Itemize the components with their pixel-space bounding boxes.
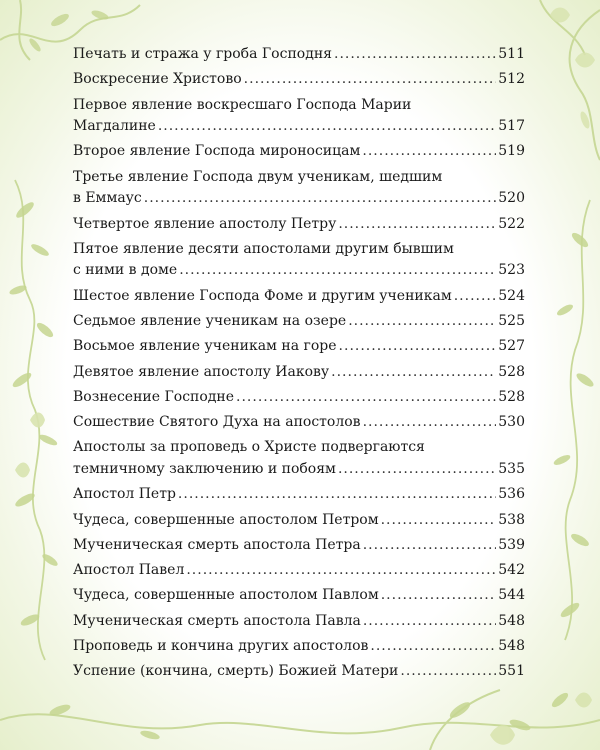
toc-entry[interactable] [73,167,525,210]
toc-entry-title: в Еммаус [73,190,142,207]
toc-entry[interactable] [73,510,525,532]
toc-entry-line [73,611,525,633]
toc-entry-line [73,484,525,506]
dot-leader [331,362,496,384]
toc-entry[interactable] [73,239,525,282]
dot-leader [348,311,496,333]
toc-entry-title: Апостолы за проповедь о Христе подвергаются [73,439,425,456]
buds-left [15,413,45,478]
dot-leader [370,636,496,658]
toc-entry-line [73,44,525,66]
toc-entry-title: Второе явление Господа мироносицам [73,143,361,160]
dot-leader [454,286,497,308]
toc-entry-line [73,510,525,532]
toc-entry[interactable] [73,585,525,607]
toc-entry[interactable] [73,535,525,557]
toc-entry-title: Мученическая смерть апостола Павла [73,612,361,629]
leaves-left [8,200,59,628]
toc-entry-page-number: 520 [498,190,525,207]
toc-entry-page-number: 535 [498,461,525,478]
toc-entry[interactable] [73,560,525,582]
toc-entry-line [73,560,525,582]
toc-entry-page-number: 512 [498,71,525,88]
toc-entry[interactable] [73,311,525,333]
toc-entry[interactable] [73,437,525,480]
dot-leader [338,459,496,481]
toc-entry-line [73,69,525,91]
toc-entry-title: Мученическая смерть апостола Петра [73,536,361,553]
dot-leader [158,116,496,138]
toc-entry[interactable] [73,484,525,506]
dot-leader [338,214,496,236]
toc-entry-page-number: 519 [498,143,525,160]
dot-leader [144,188,497,210]
toc-entry-title: Апостол Павел [73,562,185,579]
toc-entry-page-number: 525 [498,313,525,330]
toc-entry-title: Магдалине [73,118,156,135]
toc-entry-page-number: 517 [498,118,525,135]
toc-entry[interactable] [73,69,525,91]
dot-leader [363,412,497,434]
toc-entry[interactable] [73,387,525,409]
toc-entry-line [73,636,525,658]
flower-top-right [550,8,595,130]
toc-entry-line [73,362,525,384]
dot-leader [334,44,496,66]
toc-entry[interactable] [73,286,525,308]
dot-leader [179,260,496,282]
toc-entry-title: с ними в доме [73,262,178,279]
dot-leader [400,661,496,683]
toc-entry-page-number: 523 [498,262,525,279]
toc-entry-page-number: 536 [498,486,525,503]
toc-entry-title: Успение (кончина, смерть) Божией Матери [73,663,399,680]
toc-entry-line [73,661,525,683]
toc-entry-line [73,116,525,138]
toc-entry-line [73,437,525,459]
toc-entry[interactable] [73,95,525,138]
toc-entry[interactable] [73,336,525,358]
toc-entry[interactable] [73,611,525,633]
dot-leader [236,387,496,409]
toc-entry-title: Шестое явление Господа Фоме и другим ученикам [73,287,452,304]
toc-entry-title: Чудеса, совершенные апостолом Петром [73,511,379,528]
toc-entry-title: Печать и стража у гроба Господня [73,46,332,62]
toc-entry-title: Сошествие Святого Духа на апостолов [73,414,361,431]
toc-entry-page-number: 524 [498,287,525,304]
toc-entry-page-number: 538 [498,511,525,528]
toc-entry-line [73,387,525,409]
toc-entry-page-number: 528 [498,363,525,380]
vine-top-right [540,0,600,160]
toc-entry-line [73,336,525,358]
toc-entry-title: Восьмое явление ученикам на горе [73,338,337,355]
toc-entry-page-number: 548 [498,638,525,654]
dot-leader [178,484,496,506]
toc-entry-line [73,459,525,481]
dot-leader [339,336,497,358]
dot-leader [363,535,497,557]
toc-entry-line [73,311,525,333]
toc-entry-page-number: 542 [498,562,525,579]
toc-entry[interactable] [73,44,525,66]
toc-entry-line [73,141,525,163]
toc-entry-title: Вознесение Господне [73,388,235,405]
toc-entry[interactable] [73,412,525,434]
toc-entry-title: Чудеса, совершенные апостолом Павлом [73,587,379,604]
toc-entry-title: Первое явление воскресшаго Господа Марии [73,96,412,113]
toc-entry-title: Проповедь и кончина других апостолов [73,638,369,654]
toc-entry[interactable] [73,661,525,683]
toc-entry-title: Девятое явление апостолу Иакову [73,363,330,380]
toc-entry-title: Пятое явление десяти апостолами другим бывшим [73,240,454,257]
toc-entry-title: темничному заключению и побоям [73,461,336,478]
toc-entry-page-number: 551 [498,663,525,680]
toc-entry-line [73,260,525,282]
toc-entry[interactable] [73,141,525,163]
toc-entry-line [73,239,525,261]
dot-leader [362,141,496,163]
toc-entry-page-number: 548 [498,612,525,629]
dot-leader [381,510,497,532]
toc-entry[interactable] [73,636,525,658]
dot-leader [244,69,497,91]
toc-entry-page-number: 528 [498,388,525,405]
toc-entry-page-number: 544 [498,587,525,604]
toc-entry-title: Апостол Петр [73,486,176,503]
toc-entry-title: Седьмое явление ученикам на озере [73,313,347,330]
toc-entry-page-number: 511 [498,46,525,62]
dot-leader [381,585,497,607]
toc-entry-title: Воскресение Христово [73,71,242,88]
dot-leader [363,611,496,633]
toc-entry-title: Третье явление Господа двум ученикам, шедшим [73,168,443,185]
flowers-bottom [490,693,592,745]
toc-entry-line [73,188,525,210]
toc-entry-page-number: 527 [498,338,525,355]
toc-entry-page-number: 530 [498,414,525,431]
toc-entry-line [73,286,525,308]
dot-leader [186,560,496,582]
toc-entry-line [73,535,525,557]
toc-entry-line [73,412,525,434]
toc-entry-title: Четвертое явление апостолу Петру [73,215,337,232]
toc-entry-page-number: 539 [498,536,525,553]
toc-entry-line [73,585,525,607]
toc-entry[interactable] [73,214,525,236]
toc-entry-line [73,214,525,236]
toc-entry-line [73,95,525,117]
toc-entry-page-number: 522 [498,215,525,232]
vine-right [565,200,590,640]
table-of-contents [73,44,525,687]
toc-entry-line [73,167,525,189]
toc-entry[interactable] [73,362,525,384]
